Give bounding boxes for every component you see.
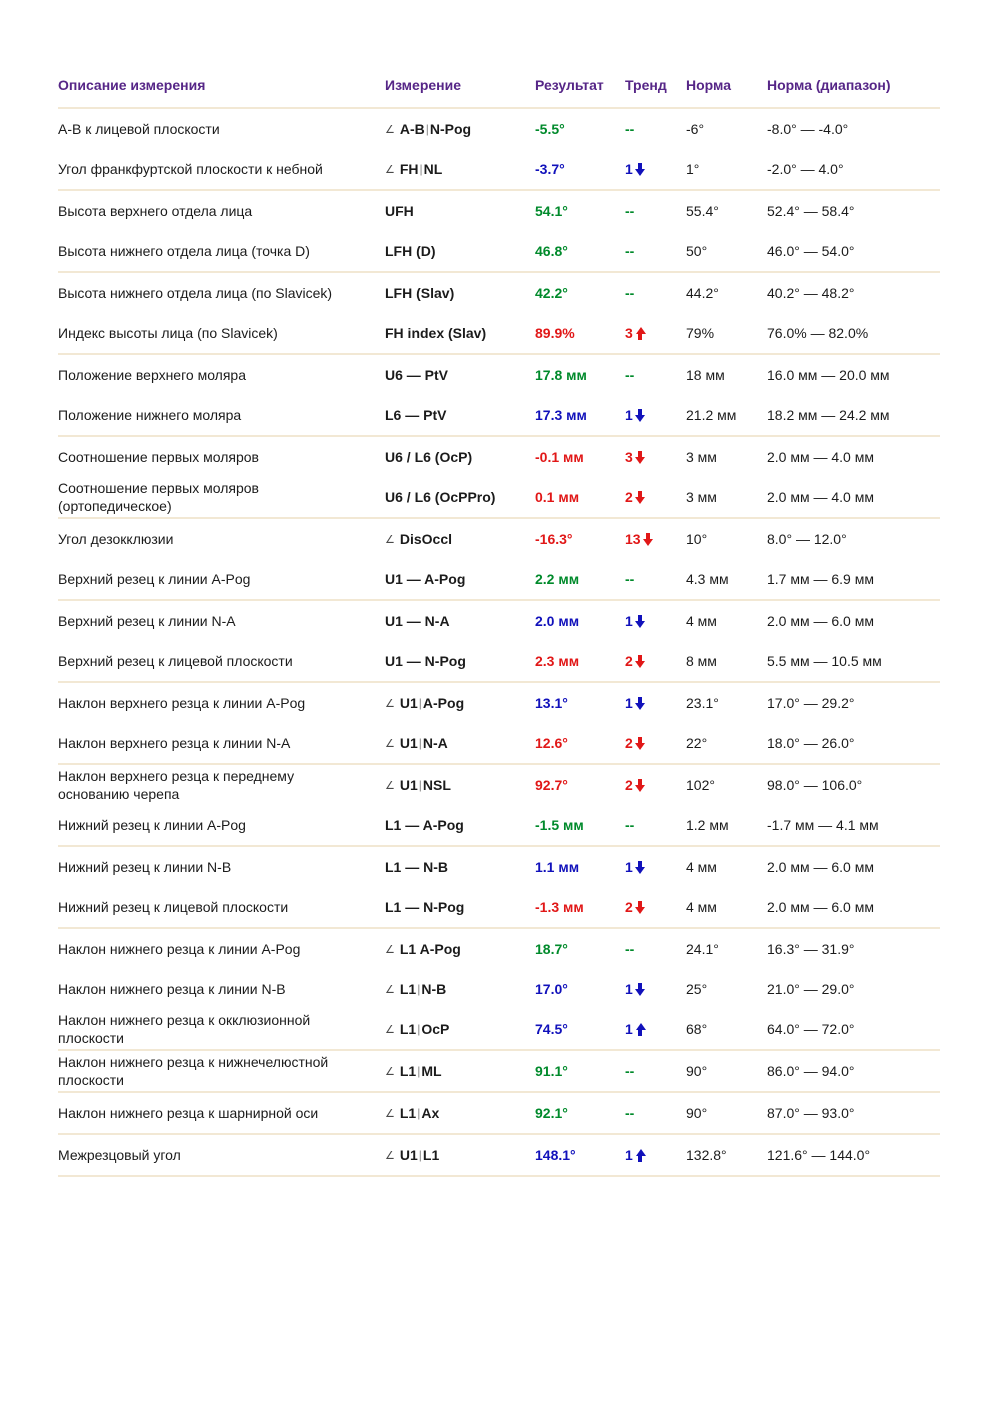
row-result: 46.8° [535, 243, 568, 260]
trend-arrow-icon [635, 615, 646, 628]
row-norm: 18 мм [686, 367, 725, 384]
row-norm-range: 121.6° — 144.0° [767, 1147, 871, 1164]
table-row [58, 149, 940, 191]
table-row [58, 559, 940, 601]
column-header-result: Результат [535, 77, 604, 94]
row-norm-range: 17.0° — 29.2° [767, 695, 855, 712]
row-description: Межрезцовый угол [58, 1147, 181, 1164]
row-measurement: UFH [385, 203, 414, 220]
row-trend: -- [625, 1063, 635, 1080]
row-measurement-cell [385, 407, 535, 423]
angle-icon: ∠ [385, 1022, 395, 1036]
table-row [58, 437, 940, 477]
column-header-norm: Норма [686, 77, 731, 94]
row-result: 74.5° [535, 1021, 568, 1038]
row-result: 17.8 мм [535, 367, 587, 384]
row-measurement-cell [385, 203, 535, 219]
row-trend: -- [625, 1105, 635, 1122]
row-result: 17.3 мм [535, 407, 587, 424]
row-trend [625, 859, 686, 875]
row-norm: 21.2 мм [686, 407, 737, 424]
row-result: 42.2° [535, 285, 568, 302]
row-description: Верхний резец к линии N-A [58, 613, 236, 630]
row-measurement: U1 — A-Pog [385, 571, 466, 588]
row-description: Индекс высоты лица (по Slavicek) [58, 325, 278, 342]
row-trend [625, 1147, 686, 1163]
table-row [58, 1093, 940, 1135]
row-measurement: L1 — N-Pog [385, 899, 465, 916]
trend-arrow-icon [635, 491, 646, 504]
row-measurement: LFH (D) [385, 243, 436, 260]
trend-number: 1 [625, 695, 633, 712]
trend-number: 2 [625, 653, 633, 670]
pipe-separator: | [425, 122, 429, 137]
row-trend [625, 613, 686, 629]
row-measurement-cell [385, 571, 535, 587]
row-measurement: U6 / L6 (OcPPro) [385, 489, 496, 506]
row-measurement-cell [385, 695, 535, 711]
row-norm: 90° [686, 1105, 708, 1122]
row-measurement: L1|ML [399, 1063, 442, 1080]
row-norm-range: 40.2° — 48.2° [767, 285, 855, 302]
trend-arrow-icon [635, 1149, 646, 1162]
row-measurement: U1 — N-Pog [385, 653, 466, 670]
row-result: -1.3 мм [535, 899, 584, 916]
row-trend: -- [625, 941, 635, 958]
row-result: 18.7° [535, 941, 568, 958]
row-measurement-cell [385, 817, 535, 833]
row-norm-range: 2.0 мм — 4.0 мм [767, 489, 874, 506]
row-norm: 1.2 мм [686, 817, 729, 834]
row-description: Нижний резец к линии N-B [58, 859, 232, 876]
row-result: 2.2 мм [535, 571, 580, 588]
row-measurement: U1|NSL [399, 777, 451, 794]
row-norm-range: -8.0° — -4.0° [767, 121, 849, 138]
trend-arrow-icon [635, 451, 646, 464]
row-description: А-В к лицевой плоскости [58, 121, 220, 138]
row-norm: 68° [686, 1021, 708, 1038]
row-trend: -- [625, 243, 635, 260]
row-norm: 22° [686, 735, 708, 752]
row-result: 54.1° [535, 203, 568, 220]
trend-number: 2 [625, 899, 633, 916]
trend-arrow-icon [635, 409, 646, 422]
row-measurement-cell [385, 367, 535, 383]
trend-number: 2 [625, 777, 633, 794]
table-row [58, 477, 940, 519]
table-row [58, 887, 940, 929]
pipe-separator: | [418, 736, 422, 751]
row-norm: 3 мм [686, 489, 717, 506]
table-row [58, 805, 940, 847]
row-trend [625, 325, 686, 341]
row-trend [625, 489, 686, 505]
row-trend [625, 449, 686, 465]
row-result: 0.1 мм [535, 489, 580, 506]
row-measurement-cell [385, 1063, 535, 1079]
row-measurement: L6 — PtV [385, 407, 447, 424]
trend-number: 1 [625, 859, 633, 876]
row-description: Наклон нижнего резца к линии N-B [58, 981, 286, 998]
row-description: Нижний резец к линии A-Pog [58, 817, 246, 834]
angle-icon: ∠ [385, 696, 395, 710]
trend-number: 3 [625, 325, 633, 342]
trend-number: 2 [625, 489, 633, 506]
row-measurement-cell [385, 613, 535, 629]
row-result: -16.3° [535, 531, 573, 548]
row-trend [625, 735, 686, 751]
row-description: Положение нижнего моляра [58, 407, 242, 424]
row-norm-range: 87.0° — 93.0° [767, 1105, 855, 1122]
table-row [58, 765, 940, 805]
row-measurement: L1 — A-Pog [385, 817, 464, 834]
row-measurement-cell [385, 735, 535, 751]
pipe-separator: | [417, 1106, 421, 1121]
row-description: Наклон нижнего резца к окклюзионной плоскости [58, 1012, 311, 1047]
row-result: -3.7° [535, 161, 565, 178]
row-measurement-cell [385, 899, 535, 915]
row-description: Наклон верхнего резца к линии A-Pog [58, 695, 306, 712]
row-norm: 8 мм [686, 653, 717, 670]
row-measurement-cell [385, 489, 535, 505]
row-measurement: U1 — N-A [385, 613, 450, 630]
table-row [58, 355, 940, 395]
row-norm-range: 1.7 мм — 6.9 мм [767, 571, 874, 588]
row-description: Наклон верхнего резца к переднему основанию черепа [58, 768, 295, 803]
row-measurement-cell [385, 243, 535, 259]
angle-icon: ∠ [385, 162, 395, 176]
row-description: Наклон нижнего резца к линии A-Pog [58, 941, 301, 958]
trend-number: 1 [625, 1147, 633, 1164]
row-measurement: L1 A-Pog [399, 941, 461, 958]
row-norm: -6° [686, 121, 705, 138]
row-trend [625, 1021, 686, 1037]
row-measurement: L1|N-B [399, 981, 447, 998]
row-norm-range: 52.4° — 58.4° [767, 203, 855, 220]
table-row [58, 683, 940, 723]
row-norm-range: 18.2 мм — 24.2 мм [767, 407, 890, 424]
row-measurement: A-B|N-Pog [399, 121, 472, 138]
row-norm: 50° [686, 243, 708, 260]
row-norm: 1° [686, 161, 700, 178]
table-row [58, 191, 940, 231]
column-header-measurement: Измерение [385, 77, 462, 94]
row-measurement-cell [385, 449, 535, 465]
trend-number: 1 [625, 1021, 633, 1038]
table-row [58, 313, 940, 355]
row-norm: 132.8° [686, 1147, 727, 1164]
table-row [58, 109, 940, 149]
pipe-separator: | [418, 778, 422, 793]
angle-icon: ∠ [385, 778, 395, 792]
table-row [58, 723, 940, 765]
trend-arrow-icon [643, 533, 654, 546]
row-trend: -- [625, 203, 635, 220]
row-trend [625, 531, 686, 547]
row-norm-range: 8.0° — 12.0° [767, 531, 847, 548]
row-measurement-cell [385, 325, 535, 341]
row-norm-range: -1.7 мм — 4.1 мм [767, 817, 879, 834]
row-result: 2.3 мм [535, 653, 580, 670]
angle-icon: ∠ [385, 1106, 395, 1120]
row-norm-range: 5.5 мм — 10.5 мм [767, 653, 882, 670]
row-description: Угол франкфуртской плоскости к небной [58, 161, 323, 178]
row-norm: 25° [686, 981, 708, 998]
table-row [58, 641, 940, 683]
row-description: Наклон нижнего резца к шарнирной оси [58, 1105, 319, 1122]
row-norm-range: 76.0% — 82.0% [767, 325, 869, 342]
cephalometric-measurements-table [58, 76, 940, 1177]
trend-arrow-icon [635, 327, 646, 340]
row-description: Высота нижнего отдела лица (точка D) [58, 243, 310, 260]
row-norm-range: 86.0° — 94.0° [767, 1063, 855, 1080]
row-trend: -- [625, 285, 635, 302]
table-row [58, 929, 940, 969]
row-trend [625, 407, 686, 423]
table-row [58, 969, 940, 1009]
row-measurement: U1|A-Pog [399, 695, 465, 712]
table-row [58, 847, 940, 887]
row-measurement: LFH (Slav) [385, 285, 455, 302]
angle-icon: ∠ [385, 942, 395, 956]
row-measurement-cell [385, 1147, 535, 1163]
row-measurement: L1 — N-B [385, 859, 448, 876]
row-measurement: U1|N-A [399, 735, 448, 752]
table-row [58, 231, 940, 273]
row-trend [625, 899, 686, 915]
row-norm: 90° [686, 1063, 708, 1080]
row-norm: 3 мм [686, 449, 717, 466]
row-description: Нижний резец к лицевой плоскости [58, 899, 289, 916]
row-trend [625, 777, 686, 793]
row-norm-range: 2.0 мм — 4.0 мм [767, 449, 874, 466]
row-description: Соотношение первых моляров (ортопедическое) [58, 480, 259, 515]
row-norm-range: 2.0 мм — 6.0 мм [767, 859, 874, 876]
table-row [58, 601, 940, 641]
row-measurement-cell [385, 1105, 535, 1121]
row-measurement-cell [385, 1021, 535, 1037]
row-trend: -- [625, 367, 635, 384]
angle-icon: ∠ [385, 736, 395, 750]
trend-number: 1 [625, 407, 633, 424]
trend-arrow-icon [635, 861, 646, 874]
column-header-description: Описание измерения [58, 77, 206, 93]
row-measurement: U6 / L6 (OcP) [385, 449, 473, 466]
row-norm: 4 мм [686, 859, 717, 876]
row-measurement-cell [385, 859, 535, 875]
row-result: -1.5 мм [535, 817, 584, 834]
trend-number: 2 [625, 735, 633, 752]
table-row [58, 1009, 940, 1051]
pipe-separator: | [417, 982, 421, 997]
table-row [58, 519, 940, 559]
row-result: 13.1° [535, 695, 568, 712]
row-measurement: L1|OcP [399, 1021, 450, 1038]
row-measurement: DisOccl [399, 531, 453, 548]
row-norm: 55.4° [686, 203, 719, 220]
row-measurement-cell [385, 285, 535, 301]
row-trend [625, 695, 686, 711]
table-row [58, 395, 940, 437]
row-norm-range: 21.0° — 29.0° [767, 981, 855, 998]
row-trend: -- [625, 121, 635, 138]
row-description: Наклон верхнего резца к линии N-A [58, 735, 291, 752]
table-row [58, 1051, 940, 1093]
row-description: Высота верхнего отдела лица [58, 203, 253, 220]
row-norm: 79% [686, 325, 715, 342]
trend-arrow-icon [635, 983, 646, 996]
column-header-norm-range: Норма (диапазон) [767, 77, 891, 94]
row-measurement: U6 — PtV [385, 367, 449, 384]
row-measurement-cell [385, 777, 535, 793]
row-measurement-cell [385, 121, 535, 137]
row-result: 92.1° [535, 1105, 568, 1122]
row-result: 148.1° [535, 1147, 576, 1164]
pipe-separator: | [418, 1148, 422, 1163]
row-norm-range: 18.0° — 26.0° [767, 735, 855, 752]
row-result: -5.5° [535, 121, 565, 138]
trend-arrow-icon [635, 697, 646, 710]
table-header-row [58, 76, 940, 109]
row-norm: 10° [686, 531, 708, 548]
pipe-separator: | [417, 1064, 421, 1079]
row-description: Положение верхнего моляра [58, 367, 246, 384]
trend-number: 1 [625, 161, 633, 178]
trend-number: 1 [625, 613, 633, 630]
row-description: Высота нижнего отдела лица (по Slavicek) [58, 285, 333, 302]
angle-icon: ∠ [385, 1148, 395, 1162]
row-norm-range: -2.0° — 4.0° [767, 161, 844, 178]
row-measurement-cell [385, 941, 535, 957]
row-norm-range: 16.3° — 31.9° [767, 941, 855, 958]
row-measurement: FH index (Slav) [385, 325, 487, 342]
angle-icon: ∠ [385, 982, 395, 996]
row-result: -0.1 мм [535, 449, 584, 466]
row-norm-range: 2.0 мм — 6.0 мм [767, 613, 874, 630]
row-measurement-cell [385, 161, 535, 177]
row-norm: 102° [686, 777, 715, 794]
trend-arrow-icon [635, 779, 646, 792]
table-row [58, 273, 940, 313]
row-measurement: FH|NL [399, 161, 443, 178]
row-result: 2.0 мм [535, 613, 580, 630]
row-result: 12.6° [535, 735, 568, 752]
row-measurement: U1|L1 [399, 1147, 440, 1164]
row-trend: -- [625, 571, 635, 588]
row-trend: -- [625, 817, 635, 834]
trend-arrow-icon [635, 1023, 646, 1036]
row-norm: 24.1° [686, 941, 719, 958]
row-trend [625, 161, 686, 177]
row-norm: 4 мм [686, 613, 717, 630]
row-measurement: L1|Ax [399, 1105, 440, 1122]
angle-icon: ∠ [385, 1064, 395, 1078]
pipe-separator: | [418, 696, 422, 711]
row-measurement-cell [385, 981, 535, 997]
pipe-separator: | [419, 162, 423, 177]
row-norm: 4.3 мм [686, 571, 729, 588]
row-description: Верхний резец к линии A-Pog [58, 571, 251, 588]
row-norm-range: 2.0 мм — 6.0 мм [767, 899, 874, 916]
row-norm-range: 46.0° — 54.0° [767, 243, 855, 260]
trend-arrow-icon [635, 901, 646, 914]
row-measurement-cell [385, 531, 535, 547]
row-result: 91.1° [535, 1063, 568, 1080]
row-norm-range: 16.0 мм — 20.0 мм [767, 367, 890, 384]
row-description: Наклон нижнего резца к нижнечелюстной плоскости [58, 1054, 329, 1089]
angle-icon: ∠ [385, 122, 395, 136]
measurement-table-body [58, 109, 940, 1177]
trend-number: 13 [625, 531, 641, 548]
angle-icon: ∠ [385, 532, 395, 546]
trend-number: 1 [625, 981, 633, 998]
row-norm: 23.1° [686, 695, 719, 712]
row-result: 89.9% [535, 325, 575, 342]
row-norm: 4 мм [686, 899, 717, 916]
trend-number: 3 [625, 449, 633, 466]
row-norm-range: 64.0° — 72.0° [767, 1021, 855, 1038]
row-description: Соотношение первых моляров [58, 449, 259, 466]
row-description: Угол дезокклюзии [58, 531, 174, 548]
row-trend [625, 981, 686, 997]
row-measurement-cell [385, 653, 535, 669]
column-header-trend: Тренд [625, 77, 667, 94]
row-result: 1.1 мм [535, 859, 580, 876]
row-norm-range: 98.0° — 106.0° [767, 777, 863, 794]
table-row [58, 1135, 940, 1177]
row-trend [625, 653, 686, 669]
row-result: 92.7° [535, 777, 568, 794]
row-result: 17.0° [535, 981, 568, 998]
trend-arrow-icon [635, 737, 646, 750]
row-norm: 44.2° [686, 285, 719, 302]
trend-arrow-icon [635, 655, 646, 668]
row-description: Верхний резец к лицевой плоскости [58, 653, 293, 670]
trend-arrow-icon [635, 163, 646, 176]
pipe-separator: | [417, 1022, 421, 1037]
